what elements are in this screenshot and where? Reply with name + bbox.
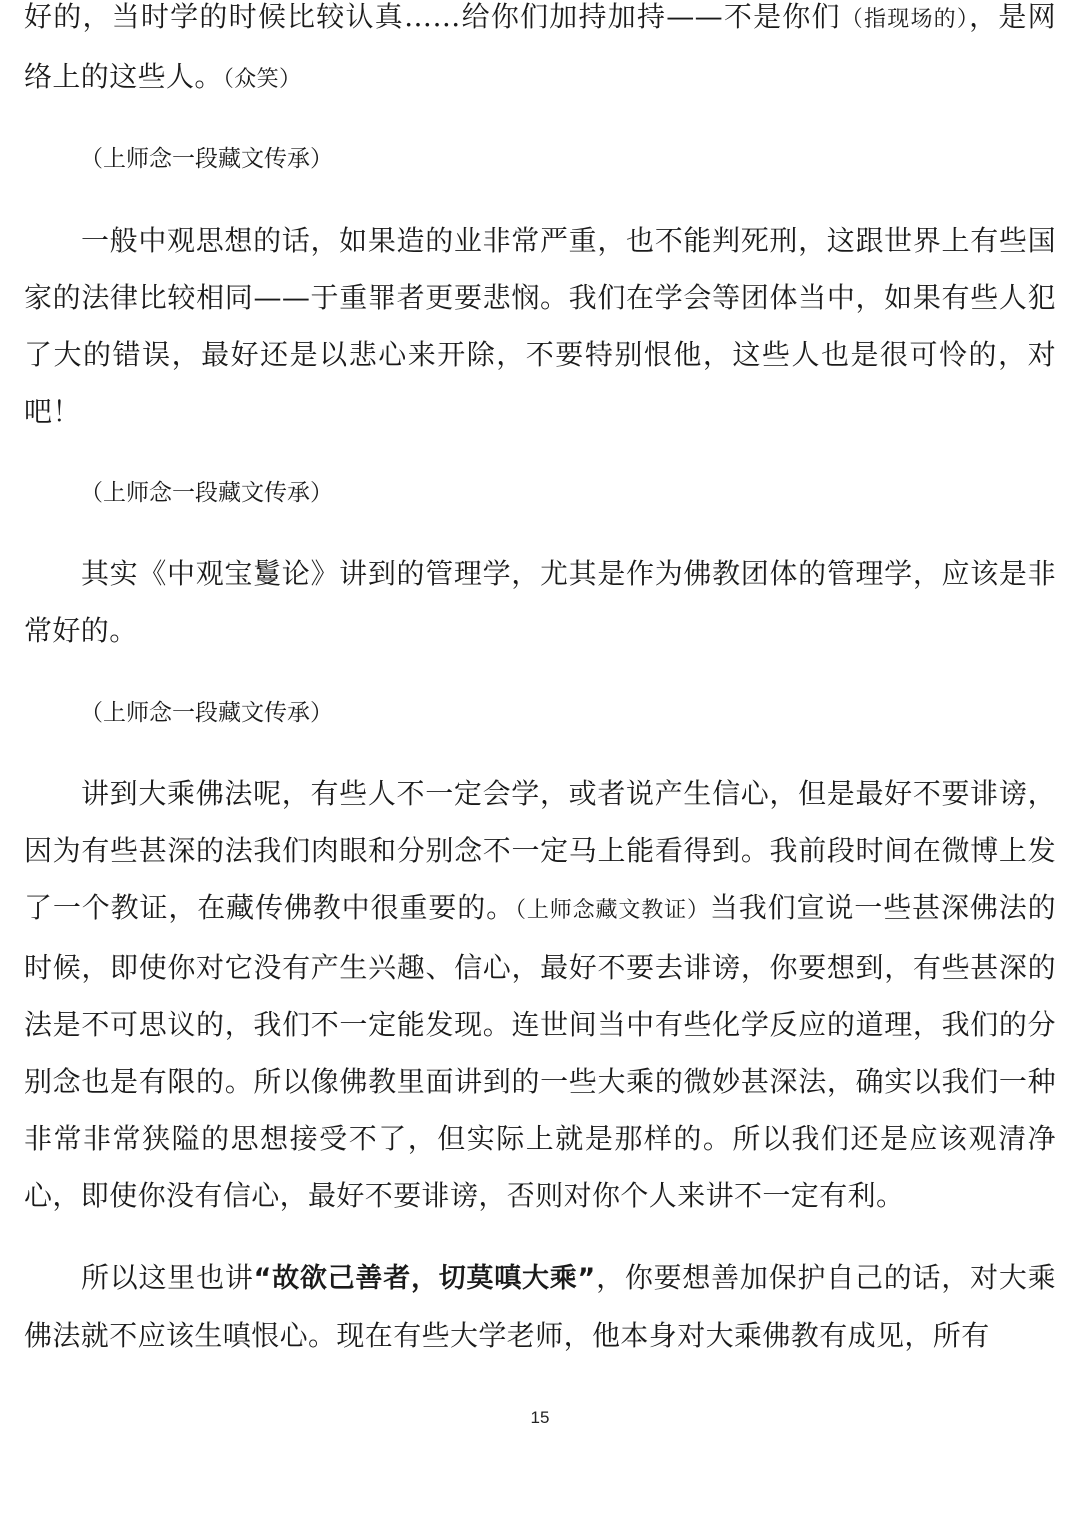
paragraph-5 — [24, 1249, 1056, 1364]
transmission-note-3: （上师念一段藏文传承） — [80, 700, 333, 726]
paragraph-4-text-b: 当我们宣说一些甚深佛法的时候，即使你对它没有产生兴趣、信心，最好不要去诽谤，你要想到，有些甚深的法是不可思议的，我们不一定能发现。连世间当中有些化学反应的道理，我们的分别念也是有限的。所以像佛教里面讲到的一些大乘的微妙甚深法，确实以我们一种非常非常狭隘的思想接受不了，但实际上就是那样的。所以我们还是应该观清净心，即使你没有信心，最好不要诽谤，否则对你个人来讲不一定有利。 — [24, 891, 1056, 1212]
paragraph-5-text-a: 所以这里也讲 — [81, 1261, 254, 1294]
paragraph-1-text-a: 好的，当时学的时候比较认真……给你们加持加持——不是你们 — [24, 0, 841, 33]
paragraph-1 — [24, 0, 1056, 108]
transmission-note-1: （上师念一段藏文传承） — [80, 146, 333, 172]
paragraph-5-quote: “故欲己善者，切莫嗔大乘” — [253, 1263, 596, 1294]
paragraph-4 — [24, 765, 1056, 1224]
paragraph-1-aside: （指现场的） — [840, 7, 970, 32]
page-number: 15 — [530, 1408, 550, 1427]
paragraph-1-aside-laughter: （众笑） — [222, 67, 302, 92]
paragraph-3: 其实《中观宝鬘论》讲到的管理学，尤其是作为佛教团体的管理学，应该是非常好的。 — [24, 557, 1056, 647]
paragraph-4-aside: （上师念藏文教证） — [514, 898, 710, 923]
paragraph-1-text-b: ，是网络上的这些人。 — [24, 0, 1056, 93]
paragraph-5-text-b: ，你要想善加保护自己的话，对大乘佛法就不应该生嗔恨心。现在有些大学老师，他本身对大乘佛教有成见，所有 — [24, 1261, 1056, 1352]
paragraph-4-text-a: 讲到大乘佛法呢，有些人不一定会学，或者说产生信心，但是最好不要诽谤，因为有些甚深的法我们肉眼和分别念不一定马上能看得到。我前段时间在微博上发了一个教证，在藏传佛教中很重要的。 — [24, 777, 1056, 924]
paragraph-2: 一般中观思想的话，如果造的业非常严重，也不能判死刑，这跟世界上有些国家的法律比较相同——于重罪者更要悲悯。我们在学会等团体当中，如果有些人犯了大的错误，最好还是以悲心来开除，不要特别恨他，这些人也是很可怜的，对吧！ — [24, 224, 1056, 428]
transmission-note-2: （上师念一段藏文传承） — [80, 480, 333, 506]
